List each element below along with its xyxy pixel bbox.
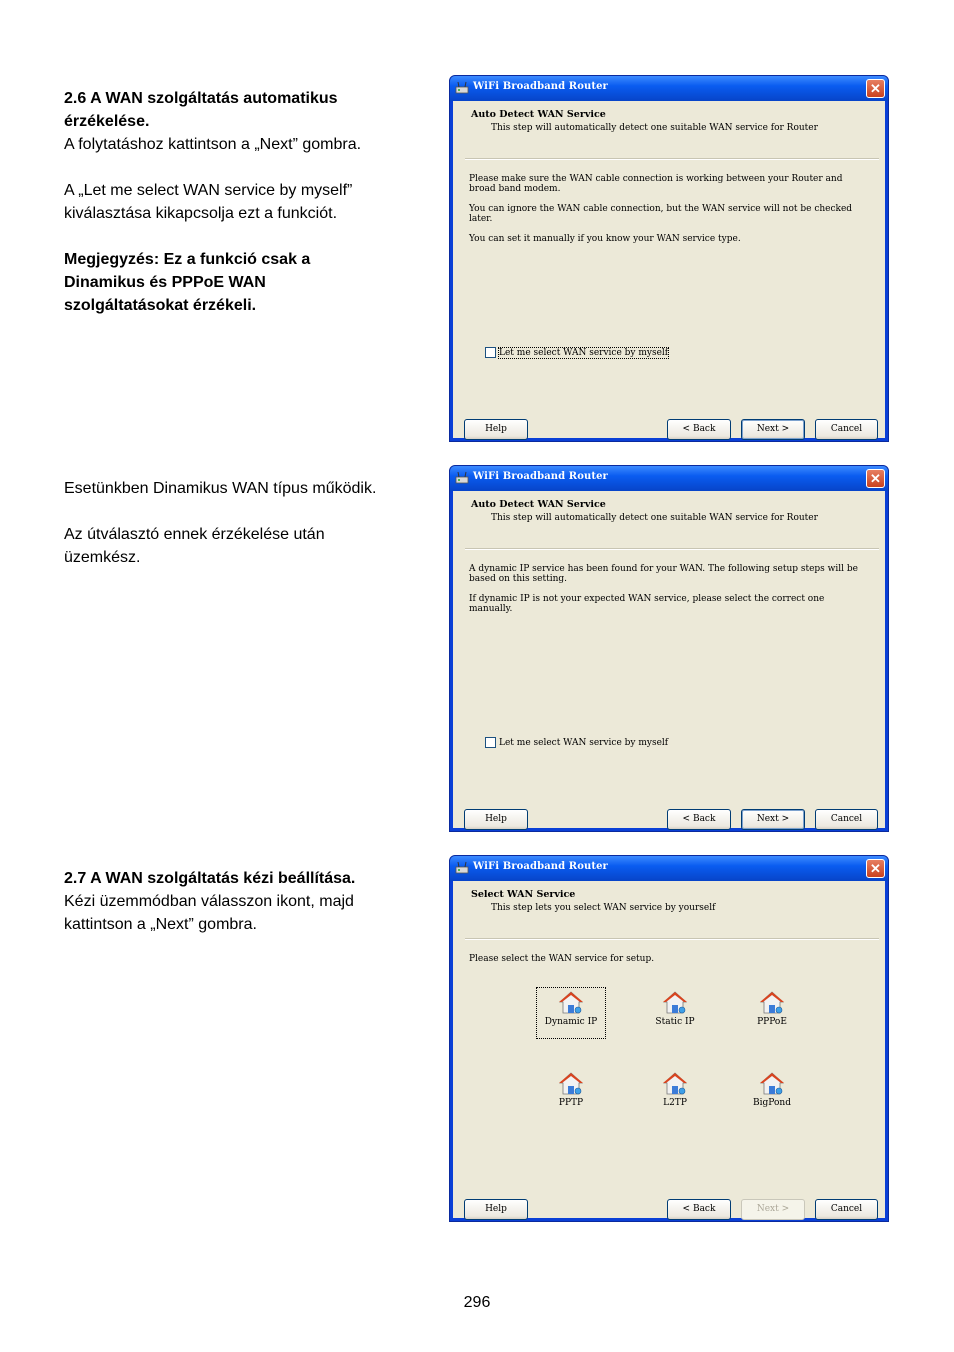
ready-text-cont: üzemkész. — [64, 549, 141, 566]
service-label: PPPoE — [757, 1017, 787, 1027]
router-app-icon — [455, 861, 469, 875]
wizard-body — [469, 564, 861, 624]
section-heading: 2.7 A WAN szolgáltatás kézi beállítása. — [64, 870, 356, 887]
house-network-icon — [558, 1071, 584, 1097]
router-app-icon — [455, 471, 469, 485]
window-title: WiFi Broadband Router — [473, 861, 608, 872]
manual-select-checkbox[interactable] — [485, 347, 496, 358]
help-button[interactable]: Help — [464, 1199, 528, 1220]
body-paragraph: If dynamic IP is not your expected WAN service, please select the correct one manually. — [469, 594, 825, 614]
checkbox-label[interactable]: Let me select WAN service by myself — [499, 347, 669, 358]
body-paragraph: Please select the WAN service for setup. — [469, 954, 655, 964]
manual-select-checkbox[interactable] — [485, 737, 496, 748]
page-number: 296 — [463, 1294, 491, 1311]
section-heading: 2.6 A WAN szolgáltatás automatikus — [64, 90, 338, 107]
close-button[interactable]: ✕ — [866, 859, 885, 878]
back-button[interactable]: < Back — [667, 1199, 731, 1220]
instruction-text: A folytatáshoz kattintson a „Next” gombra. — [64, 136, 362, 153]
body-paragraph: You can ignore the WAN cable connection, but the WAN service will not be checked later. — [469, 204, 853, 224]
house-network-icon — [759, 1071, 785, 1097]
service-pptp[interactable] — [537, 1069, 605, 1119]
cancel-button[interactable]: Cancel — [815, 1199, 878, 1220]
wizard-step-subtitle: This step will automatically detect one suitable WAN service for Router — [491, 513, 818, 523]
dialog-auto-detect-2 — [449, 465, 889, 832]
dialog-select-wan — [449, 855, 889, 1222]
note-text-cont: Dinamikus és PPPoE WAN — [64, 274, 266, 291]
service-static-ip[interactable] — [641, 988, 709, 1038]
dialog-client — [453, 491, 885, 828]
wizard-step-title: Auto Detect WAN Service — [471, 499, 606, 510]
wizard-step-subtitle: This step will automatically detect one suitable WAN service for Router — [491, 123, 818, 133]
close-button[interactable]: ✕ — [866, 79, 885, 98]
service-label: Dynamic IP — [544, 1017, 598, 1027]
service-pppoe[interactable] — [738, 988, 806, 1038]
header-divider — [465, 548, 879, 550]
wan-service-grid — [453, 881, 885, 1218]
section-manual-text — [64, 867, 424, 936]
window-title: WiFi Broadband Router — [473, 81, 608, 92]
manual-select-checkbox-row[interactable] — [485, 737, 668, 748]
section-auto-detect-text — [64, 87, 424, 317]
section-dynamic-text — [64, 477, 424, 569]
checkbox-label[interactable]: Let me select WAN service by myself — [499, 737, 669, 748]
help-button[interactable]: Help — [464, 809, 528, 830]
result-text: Esetünkben Dinamikus WAN típus működik. — [64, 480, 377, 497]
wizard-step-subtitle: This step lets you select WAN service by yourself — [491, 903, 716, 913]
header-divider — [465, 158, 879, 160]
note-text: Megjegyzés: Ez a funkció csak a — [64, 251, 311, 268]
service-bigpond[interactable] — [738, 1069, 806, 1119]
wizard-header — [453, 491, 885, 548]
back-button[interactable]: < Back — [667, 809, 731, 830]
wizard-step-title: Select WAN Service — [471, 889, 576, 900]
cancel-button[interactable]: Cancel — [815, 419, 878, 440]
dialog-auto-detect-1 — [449, 75, 889, 442]
house-network-icon — [662, 990, 688, 1016]
service-label: PPTP — [558, 1098, 584, 1108]
next-button[interactable]: Next > — [741, 419, 805, 440]
next-button-disabled[interactable]: Next > — [741, 1199, 805, 1220]
body-paragraph: A dynamic IP service has been found for your WAN. The following setup steps will be based on this setting. — [469, 564, 858, 584]
info-text-cont: kiválasztása kikapcsolja ezt a funkciót. — [64, 205, 338, 222]
back-button[interactable]: < Back — [667, 419, 731, 440]
wizard-body — [469, 174, 861, 254]
manual-select-checkbox-row[interactable] — [485, 347, 668, 358]
dialog-client — [453, 881, 885, 1218]
note-text-end: szolgáltatásokat érzékeli. — [64, 297, 257, 314]
dialog-client — [453, 101, 885, 438]
service-l2tp[interactable] — [641, 1069, 709, 1119]
service-label: L2TP — [663, 1098, 687, 1108]
close-button[interactable]: ✕ — [866, 469, 885, 488]
section-heading-cont: érzékelése. — [64, 113, 150, 130]
info-text: A „Let me select WAN service by myself” — [64, 182, 353, 199]
body-paragraph: You can set it manually if you know your WAN service type. — [469, 234, 741, 244]
next-button[interactable]: Next > — [741, 809, 805, 830]
house-network-icon — [558, 990, 584, 1016]
service-label: Static IP — [655, 1017, 695, 1027]
cancel-button[interactable]: Cancel — [815, 809, 878, 830]
router-app-icon — [455, 81, 469, 95]
body-paragraph: Please make sure the WAN cable connection is working between your Router and broad band modem. — [469, 174, 843, 194]
ready-text: Az útválasztó ennek érzékelése után — [64, 526, 325, 543]
title-bar[interactable] — [450, 466, 888, 491]
title-bar[interactable] — [450, 76, 888, 101]
house-network-icon — [662, 1071, 688, 1097]
wizard-step-title: Auto Detect WAN Service — [471, 109, 606, 120]
help-button[interactable]: Help — [464, 419, 528, 440]
title-bar[interactable] — [450, 856, 888, 881]
instruction-text: Kézi üzemmódban válasszon ikont, majd — [64, 893, 354, 910]
house-network-icon — [759, 990, 785, 1016]
instruction-text-cont: kattintson a „Next” gombra. — [64, 916, 257, 933]
service-dynamic-ip[interactable] — [537, 988, 605, 1038]
service-label: BigPond — [753, 1098, 791, 1108]
window-title: WiFi Broadband Router — [473, 471, 608, 482]
wizard-header — [453, 101, 885, 158]
